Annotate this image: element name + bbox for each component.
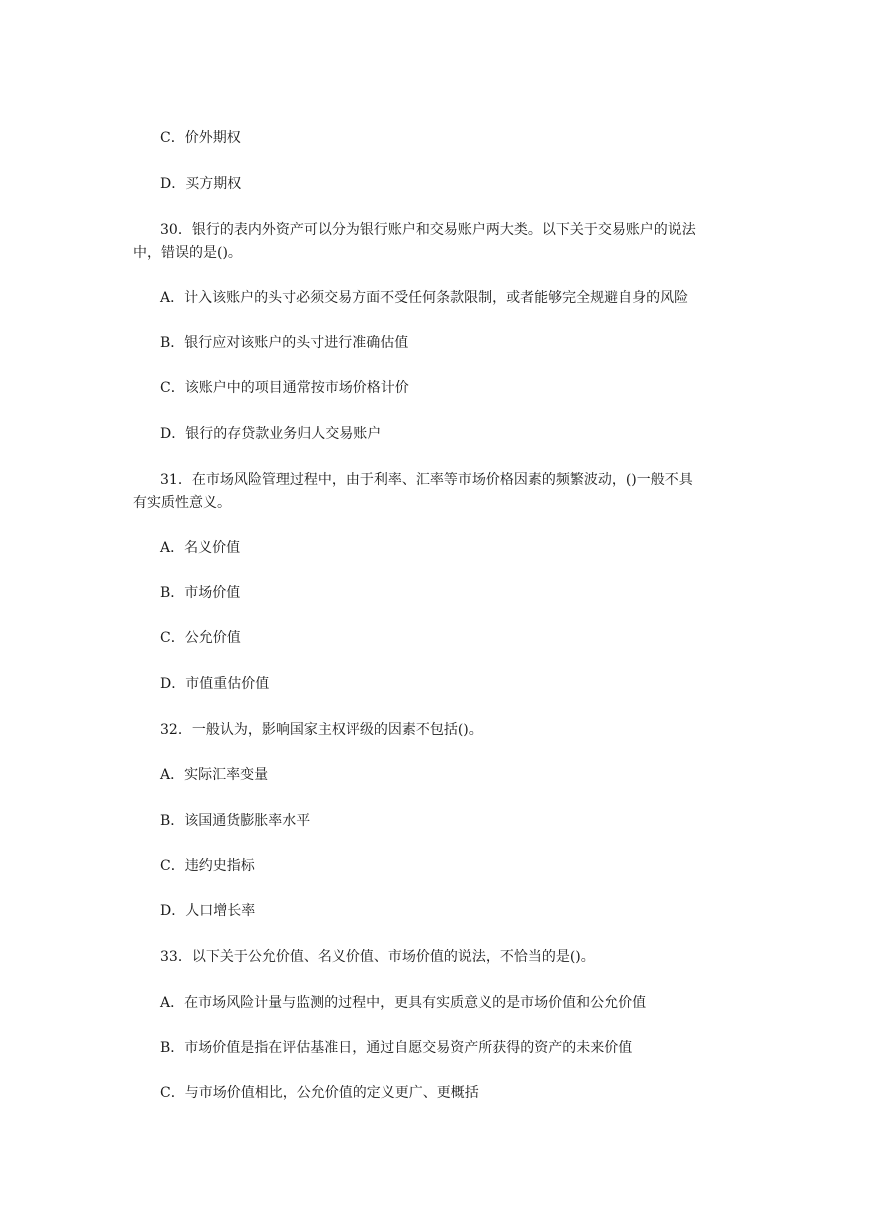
q33-option-c: C．与市场价值相比，公允价值的定义更广、更概括: [160, 1085, 479, 1101]
q31-option-b: B．市场价值: [160, 585, 241, 601]
q29-option-c: C．价外期权: [160, 130, 241, 146]
q30-option-d: D．银行的存贷款业务归人交易账户: [160, 426, 382, 442]
q31-option-a: A．名义价值: [160, 540, 241, 556]
q30-stem-line1: 30．银行的表内外资产可以分为银行账户和交易账户两大类。以下关于交易账户的说法: [160, 222, 696, 238]
q33-option-a: A．在市场风险计量与监测的过程中，更具有实质意义的是市场价值和公允价值: [160, 995, 647, 1011]
q29-option-d: D．买方期权: [160, 176, 242, 192]
q30-option-b: B．银行应对该账户的头寸进行准确估值: [160, 335, 409, 351]
q32-option-c: C．违约史指标: [160, 858, 255, 874]
q32-option-d: D．人口增长率: [160, 903, 256, 919]
q30-option-c: C．该账户中的项目通常按市场价格计价: [160, 380, 409, 396]
q30-stem-line2: 中，错误的是()。: [133, 245, 242, 261]
q32-option-b: B．该国通货膨胀率水平: [160, 813, 311, 829]
q30-option-a: A．计入该账户的头寸必须交易方面不受任何条款限制，或者能够完全规避自身的风险: [160, 290, 689, 306]
q33-stem: 33．以下关于公允价值、名义价值、市场价值的说法，不恰当的是()。: [160, 949, 595, 965]
q31-stem-line1: 31．在市场风险管理过程中，由于利率、汇率等市场价格因素的频繁波动，()一般不具: [160, 472, 693, 488]
q33-option-b: B．市场价值是指在评估基准日，通过自愿交易资产所获得的资产的未来价值: [160, 1040, 633, 1056]
q32-option-a: A．实际汇率变量: [160, 767, 269, 783]
q31-stem-line2: 有实质性意义。: [133, 495, 231, 511]
q31-option-d: D．市值重估价值: [160, 676, 270, 692]
q32-stem: 32．一般认为，影响国家主权评级的因素不包括()。: [160, 722, 483, 738]
q31-option-c: C．公允价值: [160, 630, 241, 646]
